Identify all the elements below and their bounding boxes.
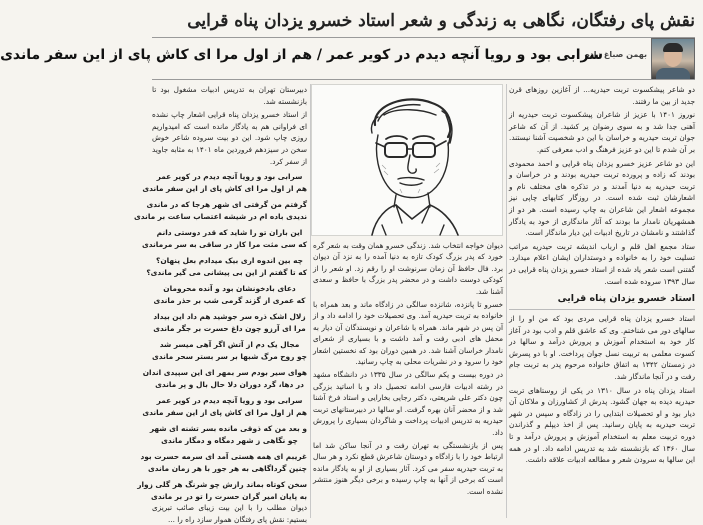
- paragraph: خسرو تا پانزده، شانزده سالگی در زادگاه ماند و بعد همراه با خانواده به تربت حیدریه آمد. وی تحصیلات خود را ادامه داد و از آن پس در شهر ماند. همراه با شاعران و نویسندگان آن دیار به محفل های ادبی رفت و آمد داشت و با بسیاری از شعرای نامدار خراسان آشنا شد. در همین دوران بود که نخستین اشعار خود را سرود و در نشریات محلی به چاپ رسانید.: [313, 300, 503, 367]
- poem-verse: ندیدی باده ام در شیشه اعتصاب ساعت بر ماندی: [134, 211, 307, 221]
- poem-verse: که عمری از گزند گرمی شب بر حذر ماندی: [153, 295, 306, 305]
- paragraph: این دو شاعر عزیز خسرو یزدان پناه قرایی و احمد محمودی بودند که زاده و پرورده تربت حیدریه بودند و در خراسان و تربت حیدریه به دنیا آمدند و در تذکره های مختلف نام و اشعارشان ثبت شده است. در روزگار کتابهای چاپی نیز مجموعه اشعار این شاعران به چاپ رسیده است. هر دو از همشهریان نامدار ما بودند که آثار ماندگاری از خود به یادگار گذاشتند و نامشان در تاریخ ادبیات این دیار ماندگار است.: [509, 158, 695, 238]
- title-rule: [152, 79, 695, 80]
- paragraph: نوروز ۱۴۰۱ با عزیز از شاعران پیشکسوت تربت حیدریه از آهنی جدا شد و به سوی رضوان پر کشید. از آن که شاعر جوان تربت حیدریه و خراسان با این دو شخصیت آشنا نیستند. بر آن شدم تا این دو عزیز فرهنگ و ادب معرفی کنم.: [509, 110, 695, 154]
- main-headline: سرابی بود و رویا آنچه دیدم در کویر عمر / هم از اول مرا ای کاش پای از این سفر ماندی: [0, 47, 603, 63]
- section-subhead: استاد خسرو یزدان پناه قرایی: [509, 291, 695, 310]
- poem-verse: چو روح مرگ شبها بر سر بستر سحر ماندی: [152, 351, 307, 361]
- portrait-sketch-drawing: [312, 85, 502, 235]
- poem-verse: غریبم ای همه هستی آمد ای سرمه حسرت بود: [140, 452, 307, 462]
- paragraph: دو شاعر پیشکسوت تربت حیدریه... از آغازین روزهای قرن جدید از بین ما رفتند.: [509, 85, 695, 106]
- poem-verse: چه بین اندوه اری بیک میدادم بعل ینهان؟: [156, 256, 303, 266]
- poem-verse: چنین گرداگاهی به هر جور با هر زمان ماندی: [147, 463, 307, 473]
- poem-verse: در دها، گرد دوران دلا حال بال و پر ماندی: [155, 379, 304, 389]
- poem-verse: هم از اول مرا ای کاش پای از این سفر ماندی: [142, 183, 307, 193]
- header-rule: [152, 37, 695, 38]
- poem-verse: دعای بادخونشان بود و آنده محرومان: [163, 284, 296, 294]
- poem-verse: هوای سیر بودم سر بمهر ای این سپیدی اندان: [142, 368, 307, 378]
- poem-verse: سرابی بود و رویا آنچه دیدم در کویر عمر: [156, 396, 303, 406]
- column-divider: [506, 84, 507, 518]
- right-column: [509, 84, 695, 520]
- poem-verse: زلال اشک ذره سر جوشید هم داد این بیداد: [153, 312, 306, 322]
- poem-verse: که تا گفتم از این بی پیشانی می گیر ماندی؟: [146, 267, 307, 277]
- poem-verse: گرفتم من گرفتی ای شهر هرجا که در ماندی: [146, 200, 307, 210]
- poem-verse: که سی مثت مرا کاز در ساقی به سر مرماندی: [141, 239, 307, 249]
- kicker-headline: نقش پای رفتگان، نگاهی به زندگی و شعر استاد خسرو یزدان پناه قرایی: [187, 11, 695, 31]
- poem-verse: مجال یک دم از آتش اگر آهی میسر شد: [159, 340, 300, 350]
- column-divider: [310, 84, 311, 518]
- paragraph: در دوره بیست و یکم سالگی در سال ۱۳۳۵ در دانشگاه مشهد در رشته ادبیات فارسی ادامه تحصیل داد و با اساتید بزرگی چون دکتر علی شریعتی، دکتر رجایی بخارایی و استاد فرخ آشنا شد و از محضر آنان بهره گرفت. او سالها در دبیرستانهای تربت حیدریه به تدریس ادبیات پرداخت و شاگردان بسیاری را پرورش داد.: [313, 370, 503, 437]
- paragraph: پس از بازنشستگی به تهران رفت و در آنجا ساکن شد اما ارتباط خود را با زادگاه و دوستان شاعرش قطع نکرد و هر سال به تربت حیدریه سفر می کرد. آثار بسیاری از او به یادگار مانده است که برخی از آنها به چاپ رسیده و برخی دیگر هنوز منتشر نشده است.: [313, 440, 503, 496]
- portrait-sketch: [311, 84, 503, 236]
- poem-verse: سخن کوتاه بماند رازش چو شرنگ هر گلی زوار: [137, 480, 307, 490]
- paragraph: استاد یزدان پناه در سال ۱۳۱۰ در یکی از روستاهای تربت حیدریه دیده به جهان گشود. پدرش از کشاورزان و ملاکان آن دیار بود و او تحصیلات ابتدایی را در زادگاه و سپس در شهر تربت حیدریه به پایان رسانید. پس از اخذ دیپلم و گذراندن دوره تربیت معلم به استخدام آموزش و پرورش درآمد و تا سال ۱۳۶۰ که بازنشسته شد به تدریس ادامه داد. او در همه این سالها به سرودن شعر و مطالعه ادبیات علاقه داشت.: [509, 385, 696, 465]
- middle-column-text: [313, 240, 503, 520]
- poem-verse: سرابی بود و رویا آنچه دیدم در کویر عمر: [156, 172, 303, 182]
- author-photo: [651, 38, 695, 80]
- poem-verse: به پایان امیر گران حسرت را تو در بر ماندی: [151, 491, 307, 501]
- poem-verse: چو نگاهی ز شهر دمگاه و دمگار ماندی: [161, 435, 298, 445]
- paragraph: استاد خسرو یزدان پناه قرایی مردی بود که من او را از سالهای دور می شناختم. وی که عاشق قلم و ادب بود در آغاز کار خود به استخدام آموزش و پرورش درآمد و سالها در کسوت معلمی به تربیت نسل جوان پرداخت. او با دو پسرش در زمستان ۱۳۴۲ به اتفاق خانواده مرحوم پدر به تربت جام رفت و در آنجا ماندگار شد.: [509, 314, 695, 382]
- poem-verse: هم از اول مرا ای کاش پای از این سفر ماندی: [142, 407, 307, 417]
- paragraph: از استاد خسرو یزدان پناه قرایی اشعار چاپ نشده ای فراوانی هم به یادگار مانده است که امیدواریم روزی چاپ شود. این دو بیت سروده شاعر خوش سخن در سیزدهم فروردین ماه ۱۴۰۱ به مثابه جاوید از سفر کرد.: [152, 110, 307, 166]
- left-column: [134, 84, 307, 524]
- byline: بهمن صباغ زاده: [584, 50, 647, 59]
- paragraph: دیوان خواجه انتخاب شد. زندگی خسرو همان وقت به شعر گره خورد که پدر بزرگ کودک تازه به دنیا آمده را به نزد آن دیوان برد. فال حافظ آن زمان سرنوشت او را رقم زد. او شعر را از کودکی دوست داشت و در محضر پدر بزرگ با حافظ و سعدی آشنا شد.: [313, 241, 503, 296]
- poem: [134, 171, 307, 502]
- poem-verse: و بعد من که ذوقی مانده بسر تشنه ای شهر: [149, 424, 307, 434]
- paragraph: دبیرستان تهران به تدریس ادبیات مشغول بود تا بازنشسته شد.: [152, 85, 307, 106]
- poem-verse: مرا ای آرزو چون داغ حسرت بر جگر ماندی: [153, 323, 306, 333]
- poem-verse: این باران تو را شاید که قدر دوستی دانم: [156, 228, 303, 238]
- paragraph: ستاد مجمع اهل قلم و ارباب اندیشه تربت حیدریه مراتب تسلیت خود را به خانواده و دوستداران ایشان اعلام میدارد. گفتنی است شعر یاد شده از استاد خسرو یزدان پناه قرایی در سال ۱۳۹۳ سروده شده است.: [509, 241, 695, 286]
- closing-paragraph: دیوان مطلب را با این بیت زیبای صائب تبریزی بستیم: نقش پای رفتگان هموار سازد راه را ...: [152, 503, 307, 524]
